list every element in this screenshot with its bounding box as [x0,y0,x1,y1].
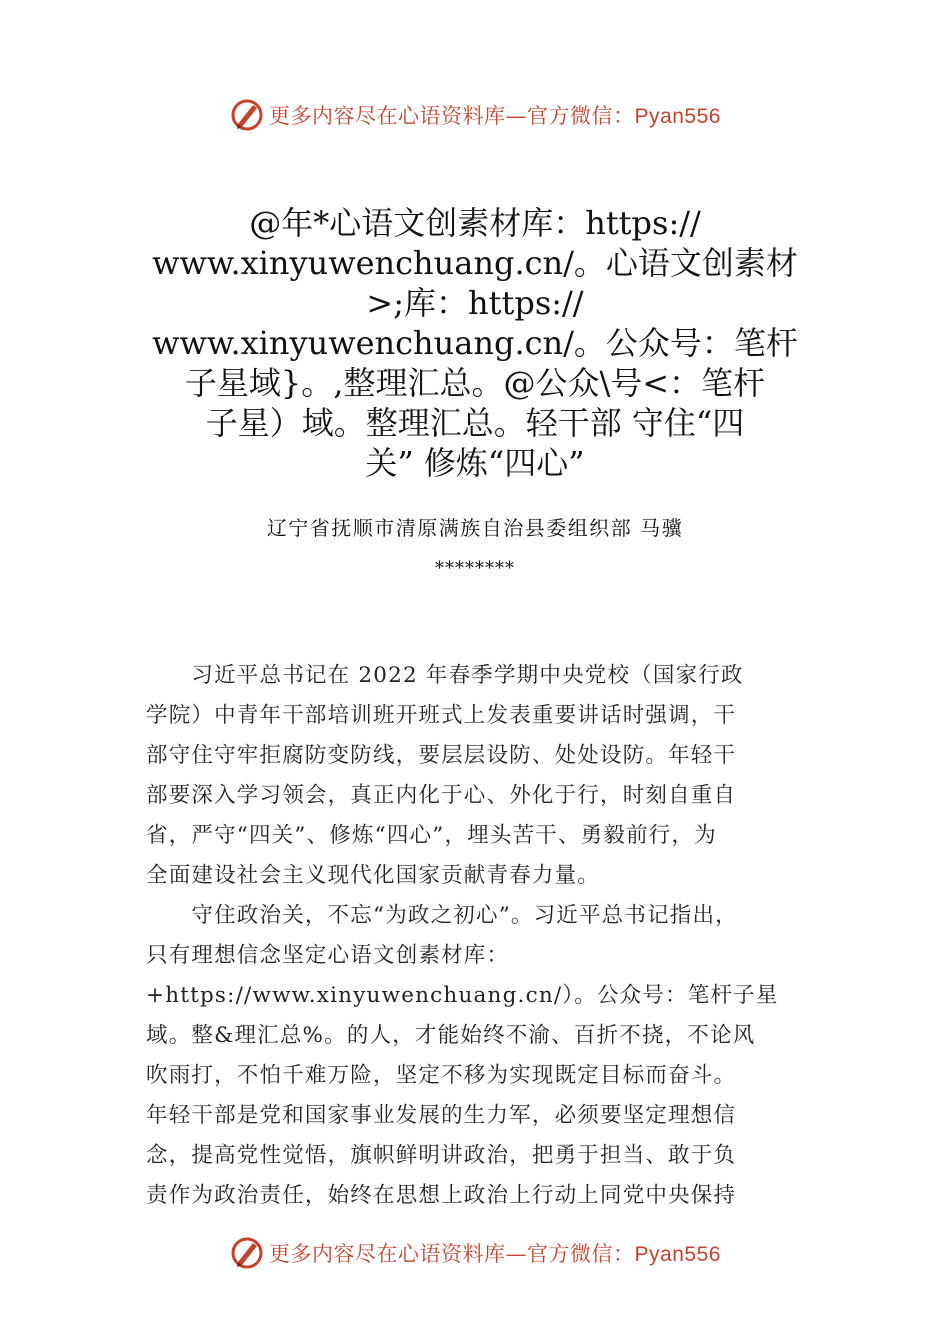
body-line: 念，提高党性觉悟，旗帜鲜明讲政治，把勇于担当、敢于负 [146,1143,737,1168]
header-banner [0,95,950,135]
body-line: 省，严守“四关”、修炼“四心”，埋头苦干、勇毅前行，为 [146,823,717,848]
document-title [140,203,810,483]
title-line: @年*心语文创素材库：https:// [249,204,701,242]
separator: ******** [435,558,515,579]
body-line: 部要深入学习领会，真正内化于心、外化于行，时刻自重自 [146,783,737,808]
body-line: 域。整&理汇总%。的人，才能始终不渝、百折不挠，不论风 [146,1023,756,1048]
banner-text: 更多内容尽在心语资料库—官方微信：Pyan556 [269,1242,721,1266]
body-line: 学院）中青年干部培训班开班式上发表重要讲话时强调，干 [146,703,737,728]
body-line: 全面建设社会主义现代化国家贡献青春力量。 [146,863,601,888]
body-text [146,656,816,1216]
footer-banner [0,1233,950,1273]
body-line: 守住政治关，不忘“为政之初心”。习近平总书记指出， [146,903,738,928]
body-line: 吹雨打，不怕千难万险，坚定不移为实现既定目标而奋斗。 [146,1063,737,1088]
wechat-id: Pyan556 [634,105,721,128]
body-line: 部守住守牢拒腐防变防线，要层层设防、处处设防。年轻干 [146,743,737,768]
title-line: www.xinyuwenchuang.cn/。心语文创素材 [152,244,798,282]
body-line: 责作为政治责任，始终在思想上政治上行动上同党中央保持 [146,1183,737,1208]
title-line: 子星域}。,整理汇总。@公众\号<：笔杆 [184,364,766,402]
pen-logo-icon [229,1235,265,1271]
title-line: >;库：https:// [366,284,584,322]
body-line: +https://www.xinyuwenchuang.cn/）。公众号：笔杆子星 [146,983,779,1008]
pen-logo-icon [229,97,265,133]
banner-text: 更多内容尽在心语资料库—官方微信：Pyan556 [269,104,721,128]
body-line: 年轻干部是党和国家事业发展的生力军，必须要坚定理想信 [146,1103,737,1128]
wechat-id: Pyan556 [634,1243,721,1266]
body-line: 习近平总书记在 2022 年春季学期中央党校（国家行政 [146,663,744,688]
title-line: 子星）域。整理汇总。轻干部 守住“四 [205,404,745,442]
author-line: 辽宁省抚顺市清原满族自治县委组织部 马骥 [266,516,684,540]
title-line: 关” 修炼“四心” [365,444,585,482]
title-line: www.xinyuwenchuang.cn/。公众号：笔杆 [152,324,798,362]
body-line: 只有理想信念坚定心语文创素材库： [146,943,510,968]
